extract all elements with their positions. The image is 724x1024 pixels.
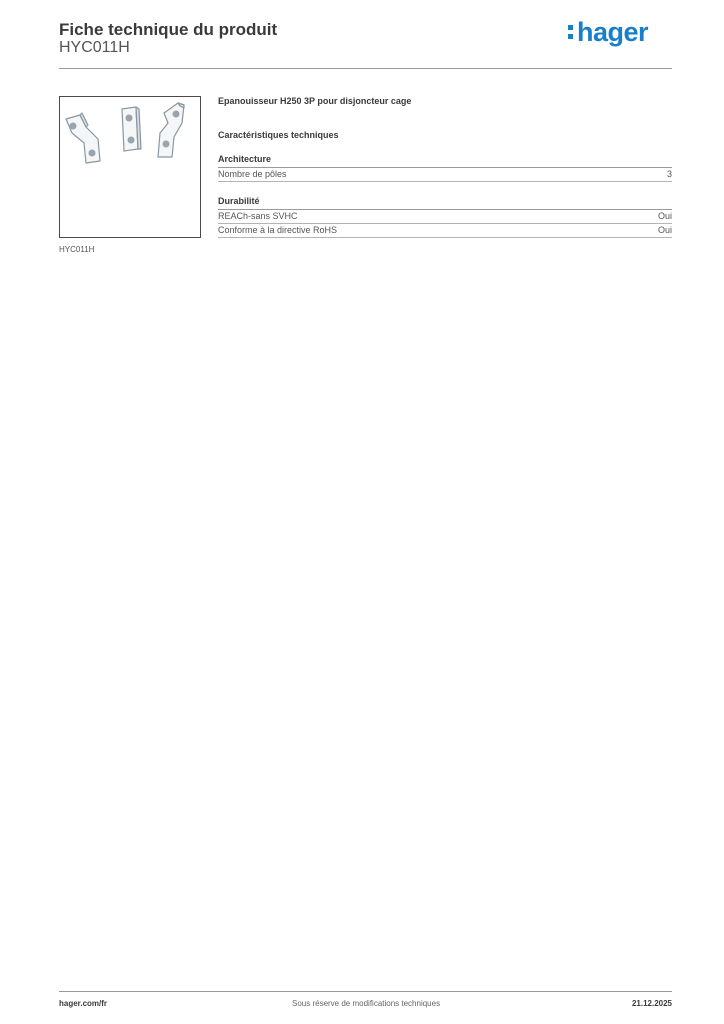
- product-details: [218, 96, 672, 238]
- specs-heading: Caractéristiques techniques: [218, 130, 339, 140]
- footer-date: 21.12.2025: [631, 999, 672, 1008]
- logo-text: hager: [577, 17, 649, 47]
- product-name: Epanouisseur H250 3P pour disjoncteur cage: [218, 96, 412, 106]
- footer-divider: [59, 991, 672, 992]
- spec-value: 3: [666, 169, 672, 179]
- page-title: Fiche technique du produit: [59, 20, 278, 39]
- spec-value: Oui: [657, 225, 672, 235]
- header-divider: [59, 68, 672, 69]
- group-heading-durability: Durabilité: [218, 196, 672, 210]
- spec-row: [218, 168, 672, 182]
- product-image: [59, 96, 201, 238]
- image-caption: HYC011H: [59, 245, 95, 254]
- logo-dots-icon: [568, 17, 574, 39]
- group-heading-architecture: Architecture: [218, 154, 672, 168]
- footer-notice: Sous réserve de modifications techniques: [292, 999, 441, 1008]
- spec-label: REACh-sans SVHC: [218, 211, 298, 221]
- spec-value: Oui: [657, 211, 672, 221]
- hager-logo: [568, 17, 648, 47]
- product-code: HYC011H: [59, 39, 130, 56]
- spec-label: Nombre de pôles: [218, 169, 287, 179]
- spec-label: Conforme à la directive RoHS: [218, 225, 338, 235]
- footer-website-link[interactable]: hager.com/fr: [59, 999, 108, 1008]
- busbar-spreader-icon: [60, 97, 200, 237]
- spec-row: [218, 210, 672, 224]
- spec-row: [218, 224, 672, 238]
